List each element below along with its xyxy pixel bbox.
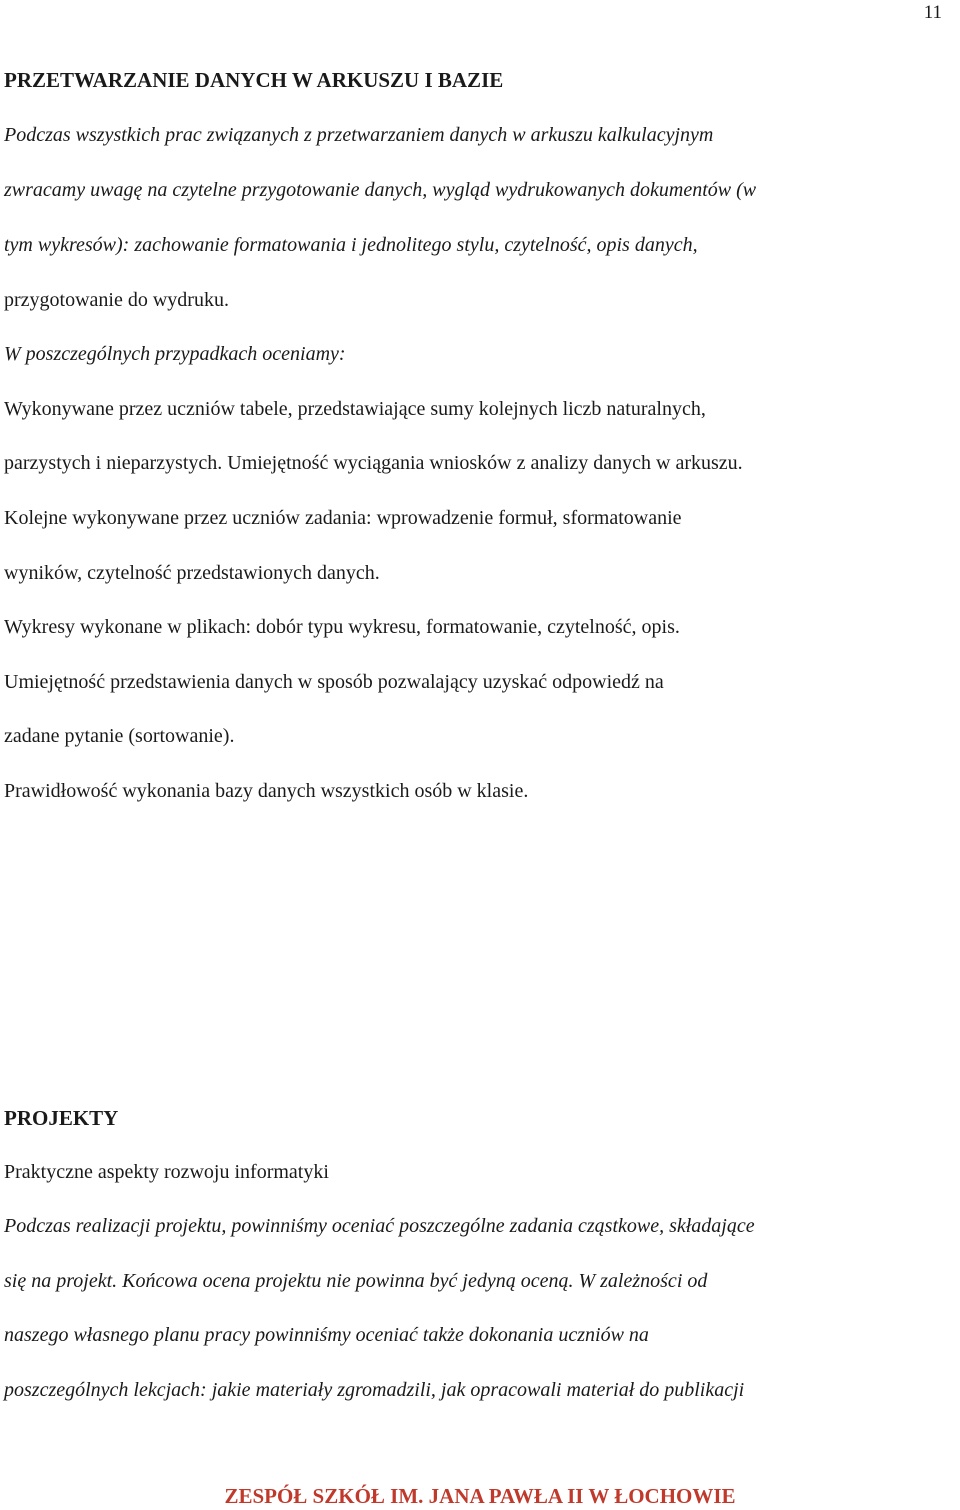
projects-line-2: się na projekt. Końcowa ocena projektu nie powinna być jedyną oceną. W zależności od <box>4 1270 708 1292</box>
criteria-line-4: wyników, czytelność przedstawionych danych. <box>4 562 380 584</box>
page-number: 11 <box>923 2 942 23</box>
projects-line-3: naszego własnego planu pracy powinniśmy oceniać także dokonania uczniów na <box>4 1324 649 1346</box>
page-footer: ZESPÓŁ SZKÓŁ IM. JANA PAWŁA II W ŁOCHOWIE <box>224 1484 736 1508</box>
criteria-line-1: Wykonywane przez uczniów tabele, przedstawiające sumy kolejnych liczb naturalnych, <box>4 398 706 420</box>
intro-line-4: przygotowanie do wydruku. <box>4 289 229 311</box>
section-heading-data-processing: PRZETWARZANIE DANYCH W ARKUSZU I BAZIE <box>4 68 504 92</box>
projects-subheading: Praktyczne aspekty rozwoju informatyki <box>4 1161 329 1183</box>
criteria-line-8: Prawidłowość wykonania bazy danych wszystkich osób w klasie. <box>4 780 529 802</box>
criteria-line-3: Kolejne wykonywane przez uczniów zadania: wprowadzenie formuł, sformatowanie <box>4 507 682 529</box>
criteria-line-7: zadane pytanie (sortowanie). <box>4 725 235 747</box>
criteria-line-6: Umiejętność przedstawienia danych w sposób pozwalający uzyskać odpowiedź na <box>4 671 664 693</box>
intro-line-3: tym wykresów): zachowanie formatowania i jednolitego stylu, czytelność, opis danych, <box>4 234 698 256</box>
criteria-line-5: Wykresy wykonane w plikach: dobór typu wykresu, formatowanie, czytelność, opis. <box>4 616 680 638</box>
projects-line-1: Podczas realizacji projektu, powinniśmy oceniać poszczególne zadania cząstkowe, składające <box>4 1215 755 1237</box>
section-heading-projects: PROJEKTY <box>4 1106 119 1130</box>
intro-line-2: zwracamy uwagę na czytelne przygotowanie danych, wygląd wydrukowanych dokumentów (w <box>4 179 757 201</box>
projects-line-4: poszczególnych lekcjach: jakie materiały zgromadzili, jak opracowali materiał do publikacji <box>4 1379 745 1401</box>
criteria-heading: W poszczególnych przypadkach oceniamy: <box>4 343 346 365</box>
intro-line-1: Podczas wszystkich prac związanych z przetwarzaniem danych w arkuszu kalkulacyjnym <box>4 124 714 146</box>
criteria-line-2: parzystych i nieparzystych. Umiejętność wyciągania wniosków z analizy danych w arkuszu. <box>4 452 743 474</box>
